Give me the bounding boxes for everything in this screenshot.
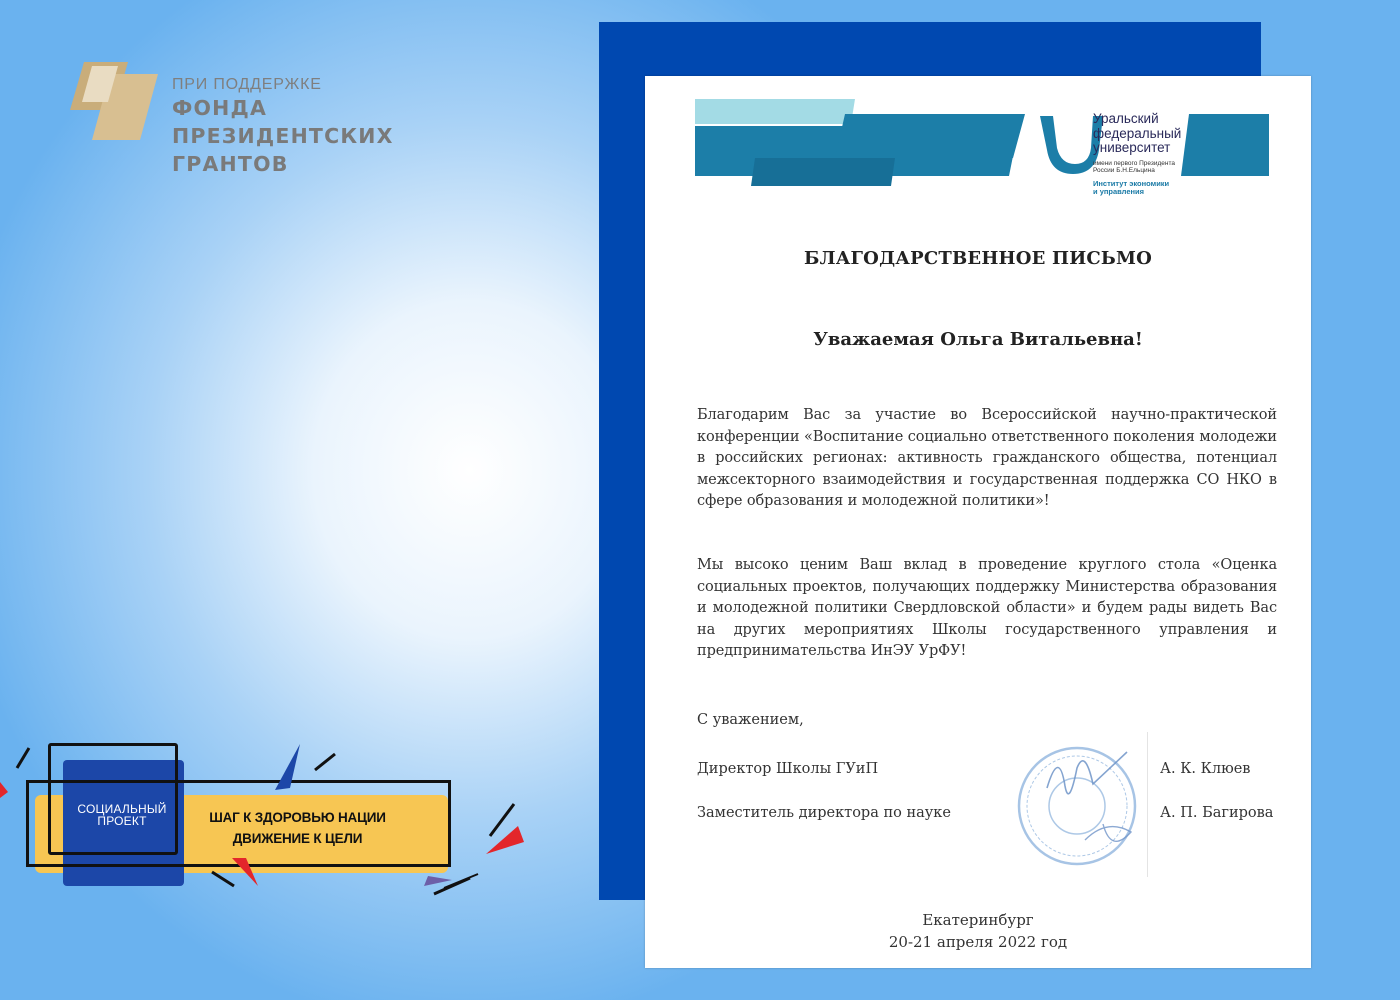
institute-name bbox=[1093, 180, 1169, 196]
letter-paragraph-2: Мы высоко ценим Ваш вклад в проведение круглого стола «Оценка социальных проектов, получающих поддержку Министерства образования и молодежной политики Свердловской области» и будем рады видеть Вас на других мероприятиях Школы государственного управления и предпринимательства ИнЭУ УрФУ! bbox=[697, 557, 1277, 659]
university-header-stripes bbox=[695, 96, 1275, 191]
signatory-name-2: А. П. Багирова bbox=[1160, 805, 1274, 821]
fund-caption: ПРИ ПОДДЕРЖКЕ bbox=[172, 76, 322, 93]
signatory-name-1: А. К. Клюев bbox=[1160, 761, 1251, 777]
signatory-role-2: Заместитель директора по науке bbox=[697, 805, 951, 821]
fund-name-line-3: ГРАНТОВ bbox=[172, 152, 289, 176]
signatory-role-1: Директор Школы ГУиП bbox=[697, 761, 879, 777]
letter-closing: С уважением, bbox=[697, 712, 804, 728]
decorative-shapes bbox=[0, 730, 560, 910]
letter-salutation: Уважаемая Ольга Витальевна! bbox=[813, 329, 1143, 350]
university-subtitle bbox=[1093, 160, 1175, 174]
university-name-line-1: Уральский bbox=[1093, 111, 1159, 126]
university-name-line-3: университет bbox=[1093, 140, 1171, 155]
badge-slogan-line-2: ДВИЖЕНИЕ К ЦЕЛИ bbox=[232, 831, 363, 846]
university-name-line-2: федеральный bbox=[1093, 125, 1182, 141]
fund-name-line-2: ПРЕЗИДЕНТСКИХ bbox=[172, 124, 394, 148]
letter-paragraph-1: Благодарим Вас за участие во Всероссийской научно-практической конференции «Воспитание социально ответственного поколения молодежи в российских регионах: активность гражданского общества, потенциал межсекторного взаимодействия и государственная поддержка СО НКО в сфере образования и молодежной политики»! bbox=[697, 407, 1277, 509]
thank-you-letter bbox=[645, 76, 1311, 968]
badge-type-line-2: ПРОЕКТ bbox=[97, 814, 147, 828]
letter-date: 20-21 апреля 2022 год bbox=[888, 933, 1068, 951]
badge-type-line-1: СОЦИАЛЬНЫЙ bbox=[77, 802, 167, 816]
university-name bbox=[1093, 112, 1181, 156]
stamp-icon bbox=[1007, 728, 1157, 878]
fund-emblem-icon bbox=[66, 62, 162, 142]
badge-slogan-line-1: ШАГ К ЗДОРОВЬЮ НАЦИИ bbox=[209, 810, 386, 825]
letter-city: Екатеринбург bbox=[922, 911, 1034, 929]
fund-logo-text bbox=[172, 76, 394, 178]
university-subtitle-line-2: России Б.Н.Ельцина bbox=[1093, 167, 1155, 174]
institute-name-line-2: и управления bbox=[1093, 187, 1145, 196]
university-subtitle-line-1: имени первого Президента bbox=[1093, 160, 1176, 167]
letter-title: БЛАГОДАРСТВЕННОЕ ПИСЬМО bbox=[804, 248, 1152, 269]
fund-name-line-1: ФОНДА bbox=[172, 96, 268, 120]
institute-name-line-1: Институт экономики bbox=[1093, 179, 1170, 188]
